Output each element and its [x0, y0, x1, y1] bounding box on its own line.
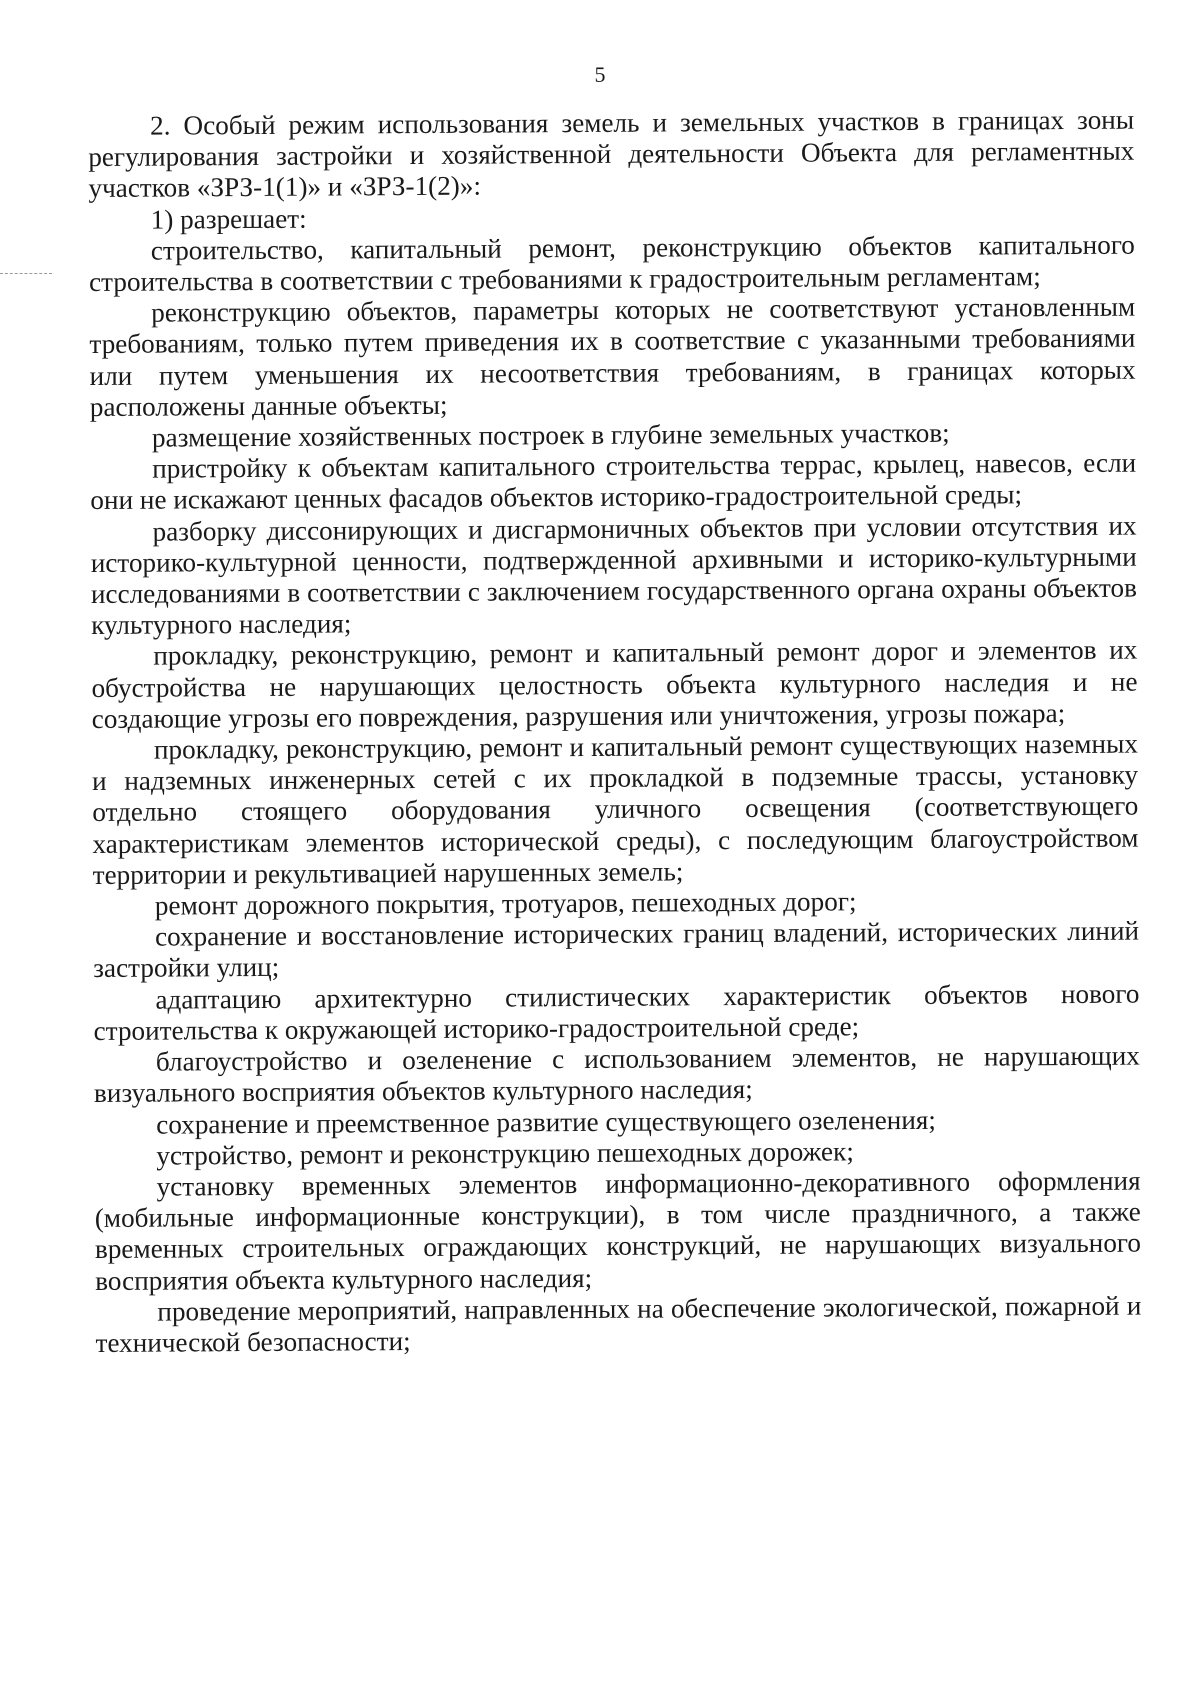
page-number: 5 [594, 62, 606, 87]
paragraph-allows-heading: 1) разрешает: [150, 203, 307, 235]
paragraph-landscaping: благоустройство и озеленение с использованием элементов, не нарушающих визуального восприятия объектов культурного наследия; [93, 1040, 1140, 1109]
paragraph-utility-networks: прокладку, реконструкцию, ремонт и капитальный ремонт существующих наземных и надземных инженерных сетей с их прокладкой в подземные трассы, установку отдельно стоящего оборудования уличного освещения (соответствующего характеристикам элементов исторической среды), с последующим благоустройством территории и рекультивацией нарушенных земель; [92, 728, 1139, 890]
paragraph-greenery: сохранение и преемственное развитие существующего озеленения; [156, 1104, 937, 1140]
paragraph-architecture-adaptation: адаптацию архитектурно стилистических характеристик объектов нового строительства к окружающей историко-градостроительной среде; [93, 978, 1140, 1046]
paragraph-historic-borders: сохранение и восстановление исторических границ владений, исторических линий застройки улиц; [93, 915, 1140, 984]
paragraph-safety: проведение мероприятий, направленных на обеспечение экологической, пожарной и технической безопасности; [95, 1290, 1142, 1358]
paragraph-demolition: разборку диссонирующих и дисгармоничных объектов при условии отсутствия их историко-культурной ценности, подтвержденной архивными и историко-культурными исследованиями в соответствии с заключением государственного органа охраны объектов культурного наследия; [90, 510, 1138, 641]
scan-margin-mark [0, 273, 52, 274]
paragraph-roads: прокладку, реконструкцию, ремонт и капитальный ремонт дорог и элементов их обустройства не нарушающих целостность объекта культурного наследия и не создающие угрозы его повреждения, разрушения или уничтожения, угрозы пожара; [91, 635, 1138, 734]
paragraph-extensions: пристройку к объектам капитального строительства террас, крылец, навесов, если они не искажают ценных фасадов объектов историко-градостроительной среды; [90, 447, 1137, 516]
paragraph-construction: строительство, капитальный ремонт, реконструкцию объектов капитального строительства в соответствии с требованиями к градостроительным регламентам; [88, 229, 1135, 298]
document-body [88, 105, 1142, 1359]
paragraph-section-2: 2. Особый режим использования земель и земельных участков в границах зоны регулирования застройки и хозяйственной деятельности Объекта для регламентных участков «ЗРЗ-1(1)» и «ЗРЗ-1(2)»: [88, 104, 1135, 204]
paragraph-temporary-elements: установку временных элементов информационно-декоративного оформления (мобильные информационные конструкции), в том числе праздничного, а также временных строительных ограждающих конструкций, не нарушающих визуального восприятия объекта культурного наследия; [94, 1165, 1142, 1296]
paragraph-road-surface: ремонт дорожного покрытия, тротуаров, пешеходных дорог; [154, 886, 857, 921]
paragraph-reconstruction: реконструкцию объектов, параметры которых не соответствуют установленным требованиям, только путем приведения их в соответствие с указанными требованиями или путем уменьшения их несоответствия требованиям, в границах которых расположены данные объекты; [89, 291, 1136, 422]
paragraph-footpaths: устройство, ремонт и реконструкцию пешеходных дорожек; [156, 1136, 854, 1171]
paragraph-outbuildings: размещение хозяйственных построек в глубине земельных участков; [151, 417, 950, 453]
